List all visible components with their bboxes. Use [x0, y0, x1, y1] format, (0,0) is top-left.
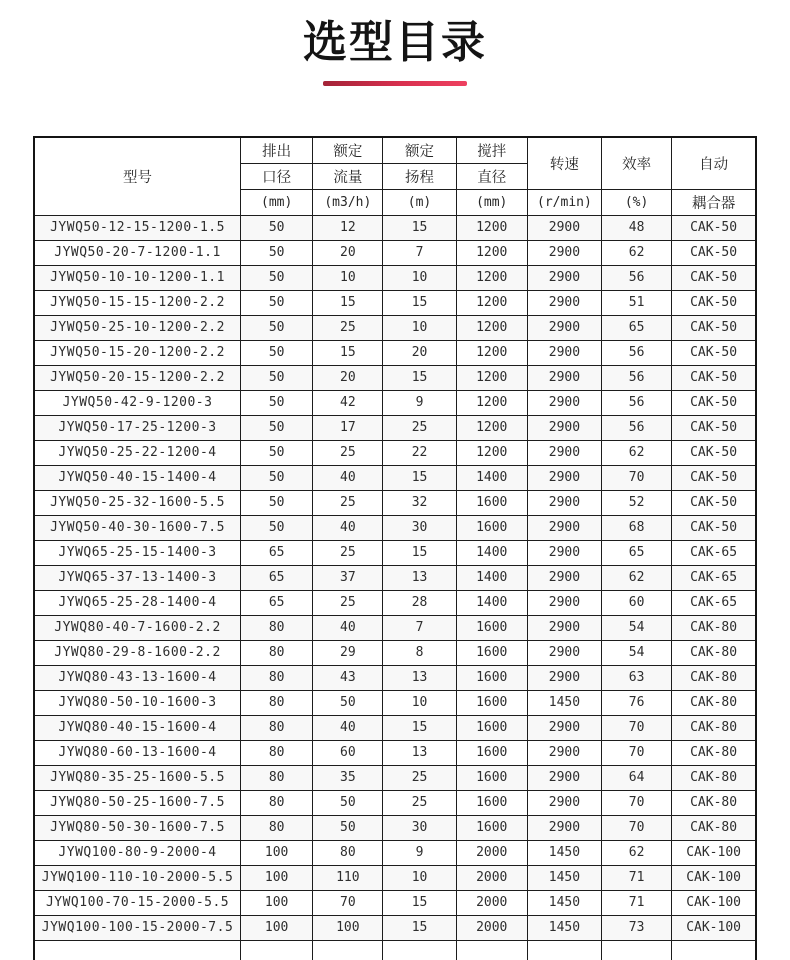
cell-coupling: CAK-80: [672, 665, 756, 690]
cell-rated-flow: 10: [313, 265, 383, 290]
cell-model: JYWQ50-25-32-1600-5.5: [34, 490, 241, 515]
table-row: [34, 840, 756, 865]
cell-outlet-diameter: 100: [241, 915, 313, 940]
cell-coupling: CAK-50: [672, 465, 756, 490]
header-speed: 转速: [527, 137, 601, 189]
cell-stir-diameter: 1400: [456, 590, 527, 615]
cell-model: JYWQ80-40-15-1600-4: [34, 715, 241, 740]
cell-coupling: CAK-100: [672, 915, 756, 940]
cell-coupling: CAK-50: [672, 315, 756, 340]
cell-speed: 2900: [527, 765, 601, 790]
table-row: [34, 690, 756, 715]
cell-rated-head: 13: [383, 740, 456, 765]
cell-model: JYWQ80-50-10-1600-3: [34, 690, 241, 715]
cell-speed: 2900: [527, 265, 601, 290]
cell-stir-diameter: 1200: [456, 290, 527, 315]
cell-coupling: CAK-65: [672, 590, 756, 615]
cell-model: JYWQ50-40-30-1600-7.5: [34, 515, 241, 540]
cell-rated-head: 15: [383, 215, 456, 240]
cell-speed: 2900: [527, 590, 601, 615]
header-efficiency: 效率: [602, 137, 672, 189]
cell-efficiency: 70: [602, 790, 672, 815]
cell-efficiency: 70: [602, 740, 672, 765]
cell-rated-head: 10: [383, 315, 456, 340]
cell-model: JYWQ80-43-13-1600-4: [34, 665, 241, 690]
cell-rated-head: 30: [383, 815, 456, 840]
cell-rated-flow: 25: [313, 540, 383, 565]
cell-model: JYWQ50-15-15-1200-2.2: [34, 290, 241, 315]
cell-rated-flow: 25: [313, 490, 383, 515]
cell-coupling: CAK-50: [672, 340, 756, 365]
cell-rated-flow: 25: [313, 440, 383, 465]
table-row: [34, 865, 756, 890]
cell-coupling: CAK-50: [672, 365, 756, 390]
cell-efficiency: 64: [602, 765, 672, 790]
cell-speed: 2900: [527, 490, 601, 515]
cell-stir-diameter: 1400: [456, 465, 527, 490]
cell-speed: 2900: [527, 740, 601, 765]
cell-coupling: CAK-50: [672, 240, 756, 265]
cell-stir-diameter: 2000: [456, 915, 527, 940]
cell-efficiency: 56: [602, 340, 672, 365]
cell-outlet-diameter: 50: [241, 215, 313, 240]
cell-outlet-diameter: 80: [241, 665, 313, 690]
cell-rated-head: 32: [383, 490, 456, 515]
table-row: [34, 540, 756, 565]
cell-stir-diameter: 1600: [456, 790, 527, 815]
cell-outlet-diameter: 65: [241, 540, 313, 565]
cell-speed: 2900: [527, 665, 601, 690]
cell-coupling: CAK-50: [672, 440, 756, 465]
cell-rated-head: 25: [383, 415, 456, 440]
cell-outlet-diameter: 100: [241, 890, 313, 915]
cell-rated-head: 10: [383, 690, 456, 715]
cell-speed: 2900: [527, 615, 601, 640]
header-flow-unit: (m3/h): [313, 189, 383, 215]
header-stir-line1: 搅拌: [456, 137, 527, 163]
cell-speed: 2900: [527, 815, 601, 840]
cell-rated-head: 10: [383, 265, 456, 290]
cell-rated-head: 13: [383, 665, 456, 690]
cell-rated-flow: 15: [313, 290, 383, 315]
cell-efficiency: 48: [602, 215, 672, 240]
header-head-line1: 额定: [383, 137, 456, 163]
cell-model: JYWQ100-70-15-2000-5.5: [34, 890, 241, 915]
cell-model: JYWQ80-50-30-1600-7.5: [34, 815, 241, 840]
cell-speed: 2900: [527, 440, 601, 465]
table-row: [34, 465, 756, 490]
cell-stir-diameter: 1200: [456, 390, 527, 415]
cell-rated-head: 7: [383, 615, 456, 640]
cell-rated-flow: 50: [313, 815, 383, 840]
cell-efficiency: 62: [602, 240, 672, 265]
cell-rated-flow: 60: [313, 740, 383, 765]
cell-model: JYWQ65-25-15-1400-3: [34, 540, 241, 565]
cell-rated-head: 25: [383, 790, 456, 815]
cell-speed: 2900: [527, 565, 601, 590]
cell-stir-diameter: 1200: [456, 240, 527, 265]
cell-model: JYWQ100-110-10-2000-5.5: [34, 865, 241, 890]
cell-rated-head: 15: [383, 890, 456, 915]
cell-coupling: CAK-50: [672, 215, 756, 240]
cell-rated-head: 8: [383, 640, 456, 665]
header-head-unit: (m): [383, 189, 456, 215]
cell-model: JYWQ50-15-20-1200-2.2: [34, 340, 241, 365]
table-body-partial: [34, 940, 756, 960]
cell-model: JYWQ50-25-10-1200-2.2: [34, 315, 241, 340]
cell-rated-flow: 42: [313, 390, 383, 415]
header-head-line2: 扬程: [383, 163, 456, 189]
cell-rated-head: 30: [383, 515, 456, 540]
table-row: [34, 665, 756, 690]
cell-outlet-diameter: 50: [241, 515, 313, 540]
cell-outlet-diameter: 50: [241, 465, 313, 490]
cell-rated-flow: 29: [313, 640, 383, 665]
cell-rated-flow: 20: [313, 240, 383, 265]
cell-speed: 1450: [527, 890, 601, 915]
cell-model: JYWQ50-20-7-1200-1.1: [34, 240, 241, 265]
cell-efficiency: 71: [602, 890, 672, 915]
cell-rated-flow: 35: [313, 765, 383, 790]
cell-stir-diameter: 1200: [456, 265, 527, 290]
cell-speed: 2900: [527, 390, 601, 415]
table-row: [34, 890, 756, 915]
cell-stir-diameter: 2000: [456, 840, 527, 865]
cell-efficiency: 70: [602, 715, 672, 740]
cell-model: JYWQ50-25-22-1200-4: [34, 440, 241, 465]
table-row: [34, 415, 756, 440]
table-row: [34, 440, 756, 465]
table-row: [34, 790, 756, 815]
cell-stir-diameter: 1600: [456, 515, 527, 540]
cell-outlet-diameter: 65: [241, 590, 313, 615]
header-stir-unit: (mm): [456, 189, 527, 215]
cell-coupling: CAK-80: [672, 740, 756, 765]
cell-model: JYWQ80-50-25-1600-7.5: [34, 790, 241, 815]
cell-efficiency: 54: [602, 640, 672, 665]
cell-rated-head: 10: [383, 865, 456, 890]
cell-stir-diameter: 1200: [456, 365, 527, 390]
cell-model: JYWQ65-37-13-1400-3: [34, 565, 241, 590]
header-outlet-line2: 口径: [241, 163, 313, 189]
cell-stir-diameter: 1200: [456, 440, 527, 465]
cell-efficiency: 65: [602, 540, 672, 565]
cell-coupling: CAK-100: [672, 865, 756, 890]
cell-rated-head: 25: [383, 765, 456, 790]
header-model: 型号: [34, 137, 241, 215]
cell-speed: 2900: [527, 215, 601, 240]
cell-coupling: CAK-80: [672, 815, 756, 840]
cell-rated-flow: 43: [313, 665, 383, 690]
table-row: [34, 590, 756, 615]
header-outlet-line1: 排出: [241, 137, 313, 163]
cell-stir-diameter: 1600: [456, 715, 527, 740]
cell-rated-head: 9: [383, 390, 456, 415]
cell-rated-flow: 40: [313, 715, 383, 740]
cell-rated-flow: 37: [313, 565, 383, 590]
cell-outlet-diameter: 50: [241, 440, 313, 465]
table-row: [34, 740, 756, 765]
cell-speed: 2900: [527, 465, 601, 490]
table-row: [34, 290, 756, 315]
cell-stir-diameter: 1600: [456, 690, 527, 715]
cell-speed: 2900: [527, 640, 601, 665]
cell-outlet-diameter: 50: [241, 265, 313, 290]
cell-efficiency: 54: [602, 615, 672, 640]
cell-stir-diameter: 2000: [456, 890, 527, 915]
cell-rated-head: 15: [383, 465, 456, 490]
selection-catalog-table: [33, 136, 757, 960]
page-title: 选型目录: [303, 18, 487, 67]
cell-coupling: CAK-50: [672, 265, 756, 290]
cell-speed: 2900: [527, 290, 601, 315]
cell-rated-head: 7: [383, 240, 456, 265]
cell-coupling: CAK-65: [672, 540, 756, 565]
cell-outlet-diameter: 65: [241, 565, 313, 590]
cell-efficiency: 62: [602, 565, 672, 590]
cell-speed: 2900: [527, 340, 601, 365]
cell-stir-diameter: 2000: [456, 865, 527, 890]
cell-rated-flow: 50: [313, 690, 383, 715]
cell-rated-flow: 25: [313, 590, 383, 615]
table-body: [34, 215, 756, 940]
cell-speed: 1450: [527, 840, 601, 865]
cell-speed: 2900: [527, 365, 601, 390]
cell-rated-flow: 80: [313, 840, 383, 865]
cell-rated-flow: 17: [313, 415, 383, 440]
cell-speed: 2900: [527, 790, 601, 815]
table-row: [34, 765, 756, 790]
cell-outlet-diameter: 50: [241, 240, 313, 265]
table-row: [34, 390, 756, 415]
table-row: [34, 265, 756, 290]
cell-rated-head: 22: [383, 440, 456, 465]
cell-stir-diameter: 1600: [456, 765, 527, 790]
cell-efficiency: 65: [602, 315, 672, 340]
cell-outlet-diameter: 80: [241, 690, 313, 715]
cell-stir-diameter: 1200: [456, 315, 527, 340]
cell-model: JYWQ100-100-15-2000-7.5: [34, 915, 241, 940]
cell-outlet-diameter: 50: [241, 490, 313, 515]
table-header: [34, 137, 756, 215]
header-coupling-line1: 自动: [672, 137, 756, 189]
table-row: [34, 640, 756, 665]
table-row: [34, 715, 756, 740]
cell-efficiency: 62: [602, 840, 672, 865]
cell-rated-flow: 100: [313, 915, 383, 940]
cell-speed: 2900: [527, 540, 601, 565]
cell-outlet-diameter: 80: [241, 790, 313, 815]
cell-coupling: CAK-50: [672, 390, 756, 415]
cell-rated-flow: 50: [313, 790, 383, 815]
cell-model: JYWQ80-35-25-1600-5.5: [34, 765, 241, 790]
cell-model: JYWQ50-40-15-1400-4: [34, 465, 241, 490]
cell-stir-diameter: 1400: [456, 540, 527, 565]
cell-rated-head: 15: [383, 715, 456, 740]
cell-coupling: CAK-50: [672, 415, 756, 440]
cell-stir-diameter: 1200: [456, 415, 527, 440]
header-efficiency-unit: (%): [602, 189, 672, 215]
header-coupling-line2: 耦合器: [672, 189, 756, 215]
cell-model: JYWQ50-17-25-1200-3: [34, 415, 241, 440]
cell-outlet-diameter: 80: [241, 740, 313, 765]
cell-rated-flow: 12: [313, 215, 383, 240]
table-row: [34, 615, 756, 640]
cell-efficiency: 56: [602, 390, 672, 415]
header-flow-line1: 额定: [313, 137, 383, 163]
cell-coupling: CAK-80: [672, 640, 756, 665]
cell-outlet-diameter: 80: [241, 815, 313, 840]
cell-model: JYWQ50-42-9-1200-3: [34, 390, 241, 415]
table-row: [34, 315, 756, 340]
cell-efficiency: 76: [602, 690, 672, 715]
table-row: [34, 240, 756, 265]
cell-coupling: CAK-100: [672, 840, 756, 865]
cell-rated-flow: 40: [313, 515, 383, 540]
cell-coupling: CAK-50: [672, 490, 756, 515]
cell-rated-head: 28: [383, 590, 456, 615]
cell-coupling: CAK-80: [672, 690, 756, 715]
cell-outlet-diameter: 50: [241, 315, 313, 340]
header-stir-line2: 直径: [456, 163, 527, 189]
table-row: [34, 815, 756, 840]
cell-efficiency: 70: [602, 465, 672, 490]
cell-outlet-diameter: 80: [241, 765, 313, 790]
table-row: [34, 215, 756, 240]
cell-speed: 2900: [527, 715, 601, 740]
cell-stir-diameter: 1600: [456, 740, 527, 765]
table-row: [34, 340, 756, 365]
header-row-1: [34, 137, 756, 163]
cell-model: JYWQ50-20-15-1200-2.2: [34, 365, 241, 390]
cell-coupling: CAK-65: [672, 565, 756, 590]
table-row: [34, 565, 756, 590]
cell-outlet-diameter: 50: [241, 290, 313, 315]
table-row: [34, 365, 756, 390]
cell-stir-diameter: 1600: [456, 615, 527, 640]
header-speed-unit: (r/min): [527, 189, 601, 215]
cell-model: JYWQ80-60-13-1600-4: [34, 740, 241, 765]
cell-model: JYWQ100-80-9-2000-4: [34, 840, 241, 865]
cell-coupling: CAK-80: [672, 615, 756, 640]
cell-model: JYWQ80-40-7-1600-2.2: [34, 615, 241, 640]
cell-rated-head: 9: [383, 840, 456, 865]
cell-efficiency: 52: [602, 490, 672, 515]
cell-speed: 2900: [527, 315, 601, 340]
cell-outlet-diameter: 100: [241, 840, 313, 865]
title-accent-divider: [323, 81, 467, 86]
cell-rated-head: 15: [383, 915, 456, 940]
cell-speed: 2900: [527, 240, 601, 265]
cell-outlet-diameter: 80: [241, 715, 313, 740]
cell-rated-flow: 70: [313, 890, 383, 915]
cell-outlet-diameter: 80: [241, 640, 313, 665]
cell-rated-head: 15: [383, 365, 456, 390]
cell-efficiency: 73: [602, 915, 672, 940]
cell-efficiency: 56: [602, 265, 672, 290]
cell-stir-diameter: 1600: [456, 490, 527, 515]
cell-outlet-diameter: 80: [241, 615, 313, 640]
cell-rated-flow: 25: [313, 315, 383, 340]
cell-rated-flow: 15: [313, 340, 383, 365]
cell-coupling: CAK-100: [672, 890, 756, 915]
cell-coupling: CAK-80: [672, 715, 756, 740]
cell-outlet-diameter: 50: [241, 390, 313, 415]
cell-coupling: CAK-80: [672, 765, 756, 790]
cell-efficiency: 71: [602, 865, 672, 890]
cell-stir-diameter: 1400: [456, 565, 527, 590]
table-row: [34, 515, 756, 540]
cell-speed: 1450: [527, 690, 601, 715]
cell-speed: 2900: [527, 415, 601, 440]
cell-efficiency: 60: [602, 590, 672, 615]
cell-rated-flow: 20: [313, 365, 383, 390]
cell-coupling: CAK-50: [672, 290, 756, 315]
cell-efficiency: 70: [602, 815, 672, 840]
cell-rated-flow: 40: [313, 465, 383, 490]
cell-stir-diameter: 1600: [456, 640, 527, 665]
cell-speed: 1450: [527, 865, 601, 890]
header-outlet-unit: (mm): [241, 189, 313, 215]
table-row: [34, 490, 756, 515]
header-flow-line2: 流量: [313, 163, 383, 189]
cell-rated-head: 15: [383, 290, 456, 315]
table-row: [34, 915, 756, 940]
cell-outlet-diameter: 50: [241, 365, 313, 390]
cell-coupling: CAK-50: [672, 515, 756, 540]
cell-rated-flow: 110: [313, 865, 383, 890]
cell-efficiency: 62: [602, 440, 672, 465]
cell-outlet-diameter: 50: [241, 415, 313, 440]
cell-speed: 1450: [527, 915, 601, 940]
cell-efficiency: 63: [602, 665, 672, 690]
cell-model: JYWQ65-25-28-1400-4: [34, 590, 241, 615]
cell-model: JYWQ50-12-15-1200-1.5: [34, 215, 241, 240]
table-row-partial: [34, 940, 756, 960]
cell-rated-flow: 40: [313, 615, 383, 640]
cell-efficiency: 56: [602, 365, 672, 390]
cell-model: JYWQ80-29-8-1600-2.2: [34, 640, 241, 665]
cell-efficiency: 56: [602, 415, 672, 440]
cell-outlet-diameter: 50: [241, 340, 313, 365]
cell-coupling: CAK-80: [672, 790, 756, 815]
cell-efficiency: 68: [602, 515, 672, 540]
cell-efficiency: 51: [602, 290, 672, 315]
cell-stir-diameter: 1600: [456, 815, 527, 840]
cell-stir-diameter: 1200: [456, 215, 527, 240]
cell-speed: 2900: [527, 515, 601, 540]
cell-rated-head: 20: [383, 340, 456, 365]
cell-rated-head: 15: [383, 540, 456, 565]
cell-stir-diameter: 1200: [456, 340, 527, 365]
cell-model: JYWQ50-10-10-1200-1.1: [34, 265, 241, 290]
cell-rated-head: 13: [383, 565, 456, 590]
cell-outlet-diameter: 100: [241, 865, 313, 890]
cell-stir-diameter: 1600: [456, 665, 527, 690]
